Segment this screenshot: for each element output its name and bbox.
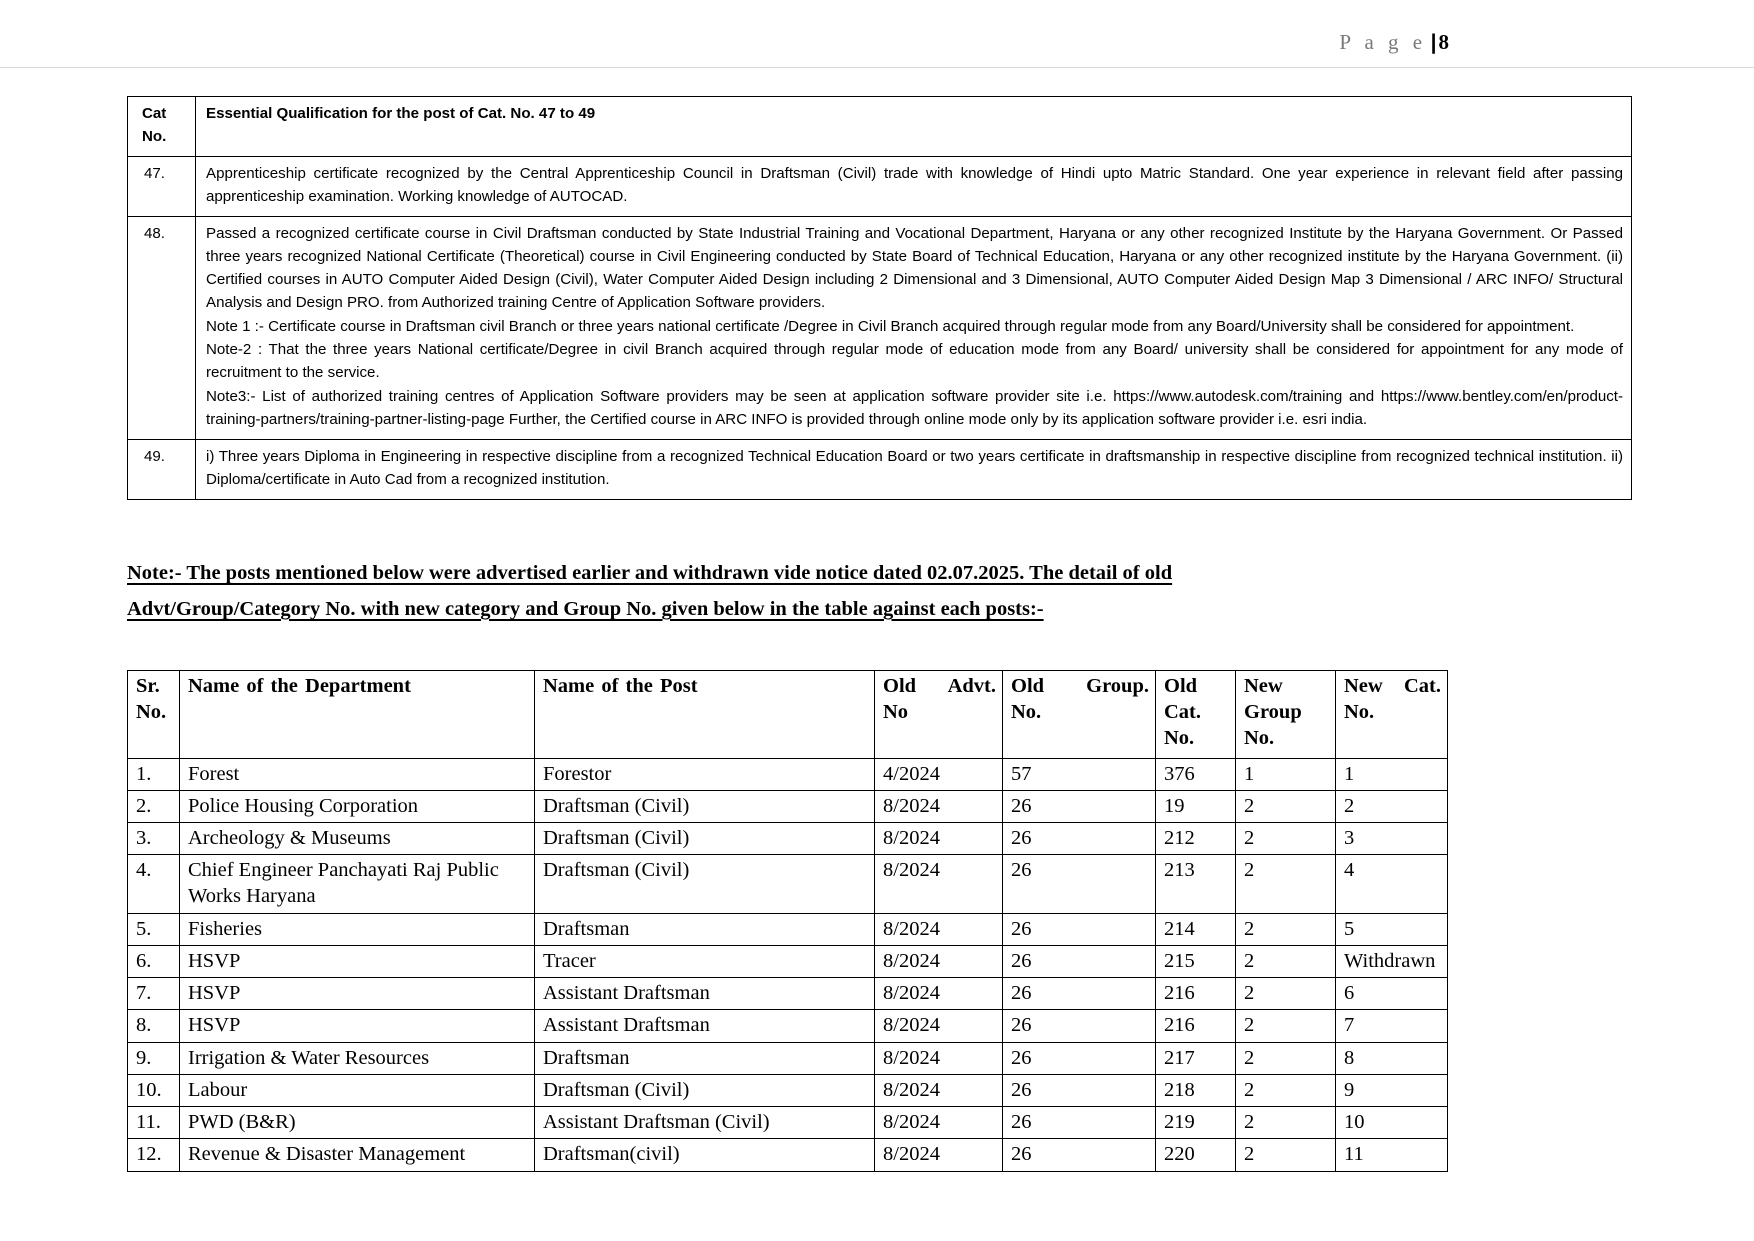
cell-old-group-no: 26 [1003,978,1156,1010]
cell-sr-no: 2. [128,790,180,822]
posts-table-body [128,758,1448,1171]
cell-new-group-no: 2 [1236,945,1336,977]
cell-old-advt-no: 8/2024 [875,1074,1003,1106]
column-header-old-advt-no: Old Advt. No [875,670,1003,758]
table-row [128,945,1448,977]
note-line-2: Advt/Group/Category No. with new category and Group No. given below in the table against each posts:- [127,597,1044,620]
table-row [128,440,1632,500]
table-header-row [128,670,1448,758]
cell-old-advt-no: 8/2024 [875,945,1003,977]
cell-new-group-no: 2 [1236,1107,1336,1139]
cell-cat-no: 48. [128,216,196,439]
cell-old-advt-no: 8/2024 [875,1139,1003,1171]
table-row [128,156,1632,216]
cell-old-advt-no: 8/2024 [875,790,1003,822]
table-row [128,1042,1448,1074]
withdrawn-posts-table [127,670,1448,1172]
cell-new-cat-no: 3 [1336,822,1448,854]
cell-new-cat-no: 11 [1336,1139,1448,1171]
table-row [128,790,1448,822]
table-row [128,855,1448,913]
cell-old-cat-no: 220 [1156,1139,1236,1171]
table-row [128,822,1448,854]
cell-post: Assistant Draftsman [535,978,875,1010]
cell-old-cat-no: 212 [1156,822,1236,854]
cell-old-advt-no: 8/2024 [875,1010,1003,1042]
table-row [128,913,1448,945]
cell-department: Police Housing Corporation [180,790,535,822]
cell-department: Forest [180,758,535,790]
column-header-sr-no: Sr. No. [128,670,180,758]
cell-post: Draftsman (Civil) [535,855,875,913]
qualification-paragraph: Passed a recognized certificate course in Civil Draftsman conducted by State Industrial Training and Vocational Department, Haryana or any other recognized Institute by the Haryana Government. Or Passed three years recognized National Certificate (Theoretical) course in Civil Engineering conducted by State Board of Technical Education, Haryana or any other recognized institute by the Haryana Government. (ii) Certified courses in AUTO Computer Aided Design (Civil), Water Computer Aided Design including 2 Dimensional and 3 Dimensional, AUTO Computer Aided Design Map 3 Dimensional / ARC INFO/ Structural Analysis and Design PRO. from Authorized training Centre of Application Software providers. [206,224,1623,311]
cell-old-cat-no: 215 [1156,945,1236,977]
page-header-label: P a g e [1339,30,1427,54]
cell-department: Fisheries [180,913,535,945]
column-header-cat-no [128,97,196,157]
qualification-paragraph: Apprenticeship certificate recognized by the Central Apprenticeship Council in Draftsman (Civil) trade with knowledge of Hindi upto Matric Standard. One year experience in relevant field after passing apprenticeship examination. Working knowledge of AUTOCAD. [206,164,1623,205]
cell-new-group-no: 2 [1236,855,1336,913]
cell-new-cat-no: 8 [1336,1042,1448,1074]
table-row [128,1010,1448,1042]
cell-qualification [196,156,1632,216]
cell-old-cat-no: 219 [1156,1107,1236,1139]
table-row [128,1107,1448,1139]
table-row [128,216,1632,439]
cell-new-cat-no: 5 [1336,913,1448,945]
cell-department: Irrigation & Water Resources [180,1042,535,1074]
cell-old-cat-no: 213 [1156,855,1236,913]
cell-old-cat-no: 216 [1156,1010,1236,1042]
column-header-cat-no-line2: No. [142,127,167,145]
cell-post: Forestor [535,758,875,790]
cell-new-group-no: 2 [1236,1010,1336,1042]
page-number: 8 [1438,30,1449,54]
cell-new-cat-no: Withdrawn [1336,945,1448,977]
cell-post: Draftsman(civil) [535,1139,875,1171]
cell-post: Draftsman [535,1042,875,1074]
cell-post: Assistant Draftsman [535,1010,875,1042]
cell-department: PWD (B&R) [180,1107,535,1139]
table-row [128,978,1448,1010]
cell-sr-no: 11. [128,1107,180,1139]
cell-department: Labour [180,1074,535,1106]
cell-old-group-no: 26 [1003,945,1156,977]
cell-department: Archeology & Museums [180,822,535,854]
cell-old-cat-no: 19 [1156,790,1236,822]
cell-old-group-no: 26 [1003,1107,1156,1139]
cell-new-group-no: 1 [1236,758,1336,790]
cell-new-cat-no: 7 [1336,1010,1448,1042]
column-header-department: Name of the Department [180,670,535,758]
cell-department: HSVP [180,945,535,977]
cell-new-cat-no: 4 [1336,855,1448,913]
cell-post: Assistant Draftsman (Civil) [535,1107,875,1139]
cell-post: Draftsman [535,913,875,945]
cell-new-group-no: 2 [1236,1074,1336,1106]
cell-old-advt-no: 8/2024 [875,1107,1003,1139]
cell-new-group-no: 2 [1236,913,1336,945]
column-header-qualification: Essential Qualification for the post of Cat. No. 47 to 49 [196,97,1632,157]
cell-old-cat-no: 218 [1156,1074,1236,1106]
cell-sr-no: 6. [128,945,180,977]
table-row [128,1074,1448,1106]
qualification-note-1: Note 1 :- Certificate course in Draftsman civil Branch or three years national certificate /Degree in Civil Branch acquired through regular mode from any Board/University shall be considered for appointment. [206,317,1575,335]
cell-department: HSVP [180,978,535,1010]
cell-department: Chief Engineer Panchayati Raj Public Works Haryana [180,855,535,913]
table-row [128,1139,1448,1171]
column-header-cat-no-line1: Cat [142,105,167,122]
cell-old-group-no: 26 [1003,1139,1156,1171]
cell-new-cat-no: 10 [1336,1107,1448,1139]
cell-cat-no: 49. [128,440,196,500]
table-header-row [128,97,1632,157]
cell-old-cat-no: 217 [1156,1042,1236,1074]
cell-department: Revenue & Disaster Management [180,1139,535,1171]
page-content [127,96,1632,1172]
cell-post: Draftsman (Civil) [535,822,875,854]
cell-old-cat-no: 216 [1156,978,1236,1010]
cell-old-advt-no: 4/2024 [875,758,1003,790]
cell-sr-no: 5. [128,913,180,945]
cell-post: Tracer [535,945,875,977]
cell-old-advt-no: 8/2024 [875,1042,1003,1074]
cell-sr-no: 9. [128,1042,180,1074]
cell-old-group-no: 26 [1003,1074,1156,1106]
withdrawn-posts-note [127,556,1447,628]
cell-qualification [196,216,1632,439]
cell-old-advt-no: 8/2024 [875,855,1003,913]
cell-new-group-no: 2 [1236,822,1336,854]
page-header [0,30,1754,68]
cell-old-group-no: 26 [1003,855,1156,913]
cell-new-group-no: 2 [1236,1139,1336,1171]
cell-new-cat-no: 2 [1336,790,1448,822]
cell-old-cat-no: 214 [1156,913,1236,945]
cell-new-cat-no: 9 [1336,1074,1448,1106]
cell-post: Draftsman (Civil) [535,1074,875,1106]
cell-old-group-no: 26 [1003,822,1156,854]
table-row [128,758,1448,790]
cell-sr-no: 4. [128,855,180,913]
cell-old-group-no: 26 [1003,1010,1156,1042]
cell-sr-no: 10. [128,1074,180,1106]
note-line-1: Note:- The posts mentioned below were advertised earlier and withdrawn vide notice dated 02.07.2025. The detail of old [127,562,1173,585]
cell-sr-no: 12. [128,1139,180,1171]
column-header-new-cat-no: New Cat. No. [1336,670,1448,758]
qualification-note-2: Note-2 : That the three years National certificate/Degree in civil Branch acquired through regular mode of education mode from any Board/ university shall be considered for appointment for any mode of recruitment to the service. [206,341,1623,382]
cell-old-group-no: 26 [1003,913,1156,945]
column-header-old-group-no: Old Group. No. [1003,670,1156,758]
qualification-paragraph: i) Three years Diploma in Engineering in respective discipline from a recognized Technical Education Board or two years certificate in draftsmanship in respective discipline from recognized technical institution. ii) Diploma/certificate in Auto Cad from a recognized institution. [206,448,1623,489]
qualification-note-3: Note3:- List of authorized training centres of Application Software providers may be seen at application software provider site i.e. https://www.autodesk.com/training and https://www.bentley.com/en/product-training-partners/training-partner-listing-page Further, the Certified course in ARC INFO is provided through online mode only by its application software provider i.e. esri india. [206,388,1623,429]
column-header-post: Name of the Post [535,670,875,758]
cell-old-group-no: 26 [1003,790,1156,822]
column-header-old-cat-no: Old Cat. No. [1156,670,1236,758]
cell-qualification [196,440,1632,500]
cell-cat-no: 47. [128,156,196,216]
cell-sr-no: 7. [128,978,180,1010]
cell-new-cat-no: 6 [1336,978,1448,1010]
cell-old-cat-no: 376 [1156,758,1236,790]
cell-old-advt-no: 8/2024 [875,978,1003,1010]
cell-new-group-no: 2 [1236,1042,1336,1074]
cell-sr-no: 1. [128,758,180,790]
cell-old-advt-no: 8/2024 [875,822,1003,854]
cell-old-group-no: 57 [1003,758,1156,790]
page-header-separator: | [1430,31,1437,54]
cell-old-group-no: 26 [1003,1042,1156,1074]
cell-post: Draftsman (Civil) [535,790,875,822]
cell-sr-no: 8. [128,1010,180,1042]
cell-new-group-no: 2 [1236,790,1336,822]
cell-new-group-no: 2 [1236,978,1336,1010]
cell-new-cat-no: 1 [1336,758,1448,790]
cell-old-advt-no: 8/2024 [875,913,1003,945]
column-header-new-group-no: New Group No. [1236,670,1336,758]
cell-department: HSVP [180,1010,535,1042]
cell-sr-no: 3. [128,822,180,854]
essential-qualification-table [127,96,1632,500]
